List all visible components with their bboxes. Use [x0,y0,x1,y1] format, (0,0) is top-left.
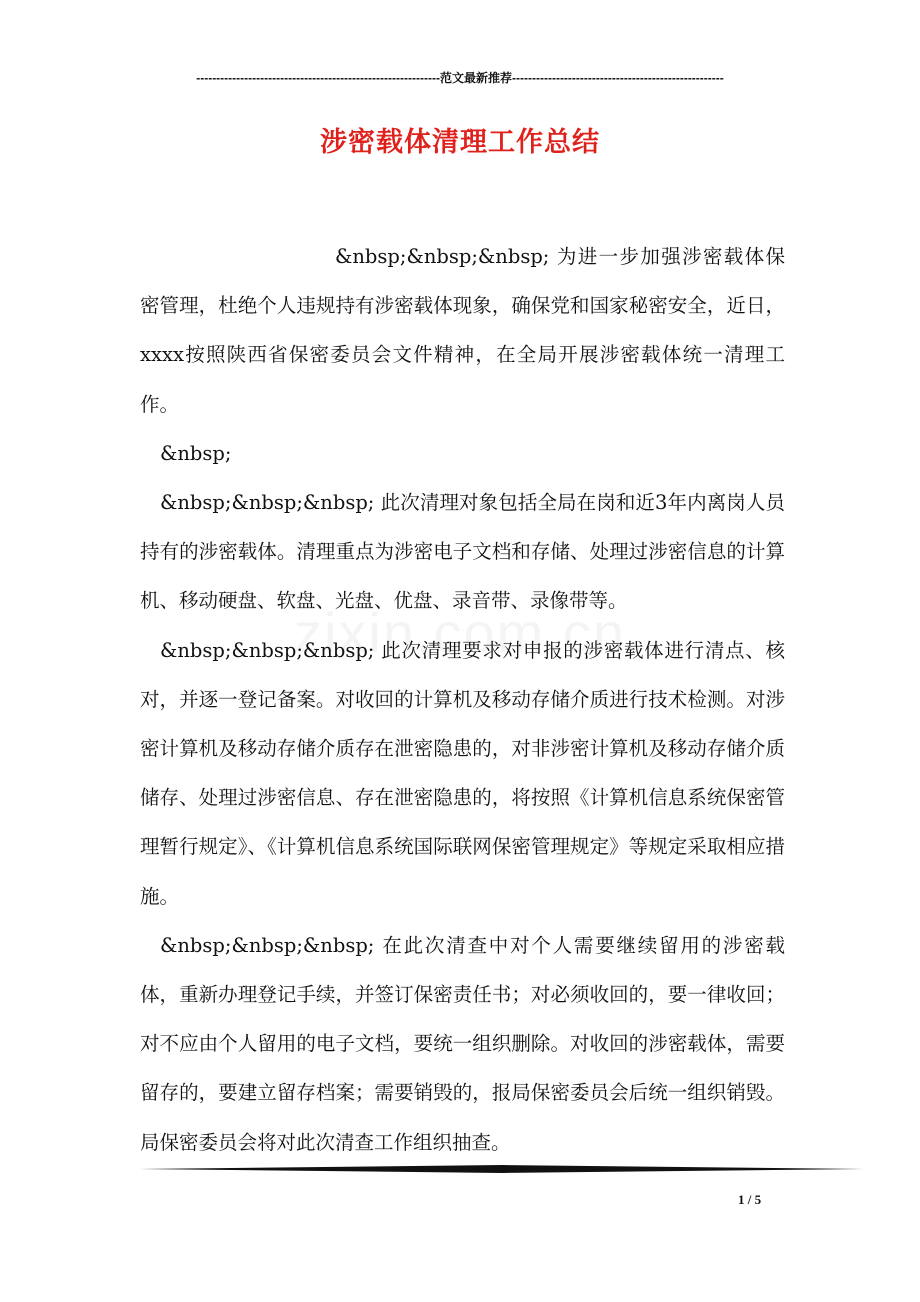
document-body [140,232,785,1167]
footer-rule [140,1165,864,1173]
paragraph-scope: &nbsp;&nbsp;&nbsp; 此次清理对象包括全局在岗和近3年内离岗人员持有的涉密载体。清理重点为涉密电子文档和存储、处理过涉密信息的计算机、移动硬盘、软盘、光盘、优盘、录音带、录像带等。 [140,491,785,613]
header-label: 范文最新推荐 [439,71,512,85]
header-dashes-left: ------------------------------------------------------------- [196,71,440,85]
header-dashes-right: ----------------------------------------------------- [511,71,724,85]
paragraph-handling: &nbsp;&nbsp;&nbsp; 在此次清查中对个人需要继续留用的涉密载体，重新办理登记手续，并签订保密责任书；对必须收回的，要一律收回；对不应由个人留用的电子文档，要统一组织删除。对收回的涉密载体，需要留存的，要建立留存档案；需要销毁的，报局保密委员会后统一组织销毁。局保密委员会将对此次清查工作组织抽查。 [140,933,785,1154]
paragraph-requirements: &nbsp;&nbsp;&nbsp; 此次清理要求对申报的涉密载体进行清点、核对，并逐一登记备案。对收回的计算机及移动存储介质进行技术检测。对涉密计算机及移动存储介质存在泄密隐患的，对非涉密计算机及移动存储介质储存、处理过涉密信息、存在泄密隐患的，将按照《计算机信息系统保密管理暂行规定》、《计算机信息系统国际联网保密管理规定》等规定采取相应措施。 [140,638,785,908]
page-number: 1 / 5 [738,1192,762,1207]
paragraph-blank: &nbsp; [160,441,232,465]
document-title: 涉密载体清理工作总结 [320,127,600,158]
header-rule [140,69,780,86]
paragraph-intro: &nbsp;&nbsp;&nbsp; 为进一步加强涉密载体保密管理，杜绝个人违规持有涉密载体现象，确保党和国家秘密安全，近日，xxxx按照陕西省保密委员会文件精神，在全局开展涉密载体统一清理工作。 [140,245,785,416]
